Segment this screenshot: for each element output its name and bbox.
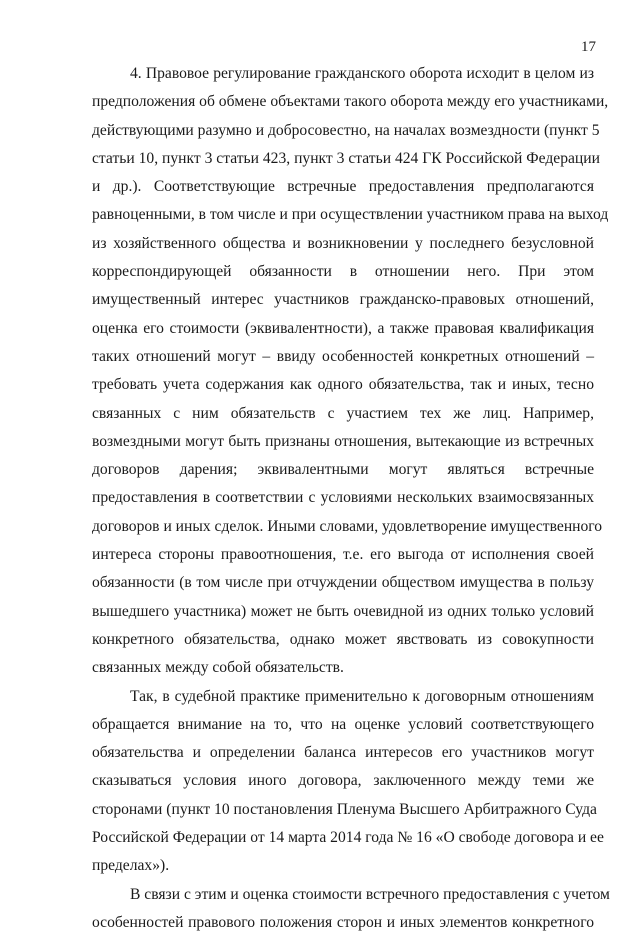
text-line: из хозяйственного общества и возникновении у последнего безусловной <box>92 234 594 252</box>
text-line: статьи 10, пункт 3 статьи 423, пункт 3 статьи 424 ГК Российской Федерации <box>92 149 600 167</box>
text-line: равноценными, в том числе и при осуществлении участником права на выход <box>92 206 609 224</box>
text-line: требовать учета содержания как одного обязательства, так и иных, тесно <box>92 376 594 394</box>
text-line: оценка его стоимости (эквивалентности), а также правовая квалификация <box>92 319 594 337</box>
text-line: Российской Федерации от 14 марта 2014 года № 16 «О свободе договора и ее <box>92 829 604 847</box>
text-line: обязанности (в том числе при отчуждении обществом имущества в пользу <box>92 574 594 592</box>
text-line: вышедшего участника) может не быть очевидной из одних только условий <box>92 602 594 620</box>
page-number: 17 <box>581 39 596 55</box>
text-line: предположения об обмене объектами такого оборота между его участниками, <box>92 93 609 111</box>
text-line: Так, в судебной практике применительно к договорным отношениям <box>130 687 594 705</box>
text-line: договоров дарения; эквивалентными могут являться встречные <box>92 461 594 479</box>
text-line: и др.). Соответствующие встречные предоставления предполагаются <box>92 178 594 196</box>
text-line: конкретного обязательства, однако может явствовать из совокупности <box>92 630 594 648</box>
text-line: имущественный интерес участников гражданско-правовых отношений, <box>92 291 594 309</box>
text-line: интереса стороны правоотношения, т.е. его выгода от исполнения своей <box>92 546 594 564</box>
text-line: действующими разумно и добросовестно, на началах возмездности (пункт 5 <box>92 121 600 139</box>
text-line: сказываться условия иного договора, заключенного между теми же <box>92 772 594 790</box>
text-line: возмездными могут быть признаны отношения, вытекающие из встречных <box>92 432 594 450</box>
text-line: пределах»). <box>92 857 170 875</box>
text-line: обязательства и определении баланса интересов его участников могут <box>92 744 594 762</box>
text-line: предоставления в соответствии с условиями нескольких взаимосвязанных <box>92 489 594 507</box>
text-line: В связи с этим и оценка стоимости встречного предоставления с учетом <box>130 885 610 903</box>
text-line: особенностей правового положения сторон и иных элементов конкретного <box>92 913 594 931</box>
text-line: сторонами (пункт 10 постановления Пленума Высшего Арбитражного Суда <box>92 800 597 818</box>
text-line: связанных с ним обязательств с участием тех же лиц. Например, <box>92 404 594 422</box>
document-body <box>92 60 610 937</box>
text-line: договоров и иных сделок. Иными словами, удовлетворение имущественного <box>92 517 603 535</box>
text-line: обращается внимание на то, что на оценке условий соответствующего <box>92 715 594 733</box>
text-line: 4. Правовое регулирование гражданского оборота исходит в целом из <box>130 65 594 82</box>
text-line: корреспондирующей обязанности в отношении него. При этом <box>92 263 594 281</box>
text-line: таких отношений могут – ввиду особенностей конкретных отношений – <box>92 347 594 365</box>
text-line: связанных между собой обязательств. <box>92 659 344 677</box>
